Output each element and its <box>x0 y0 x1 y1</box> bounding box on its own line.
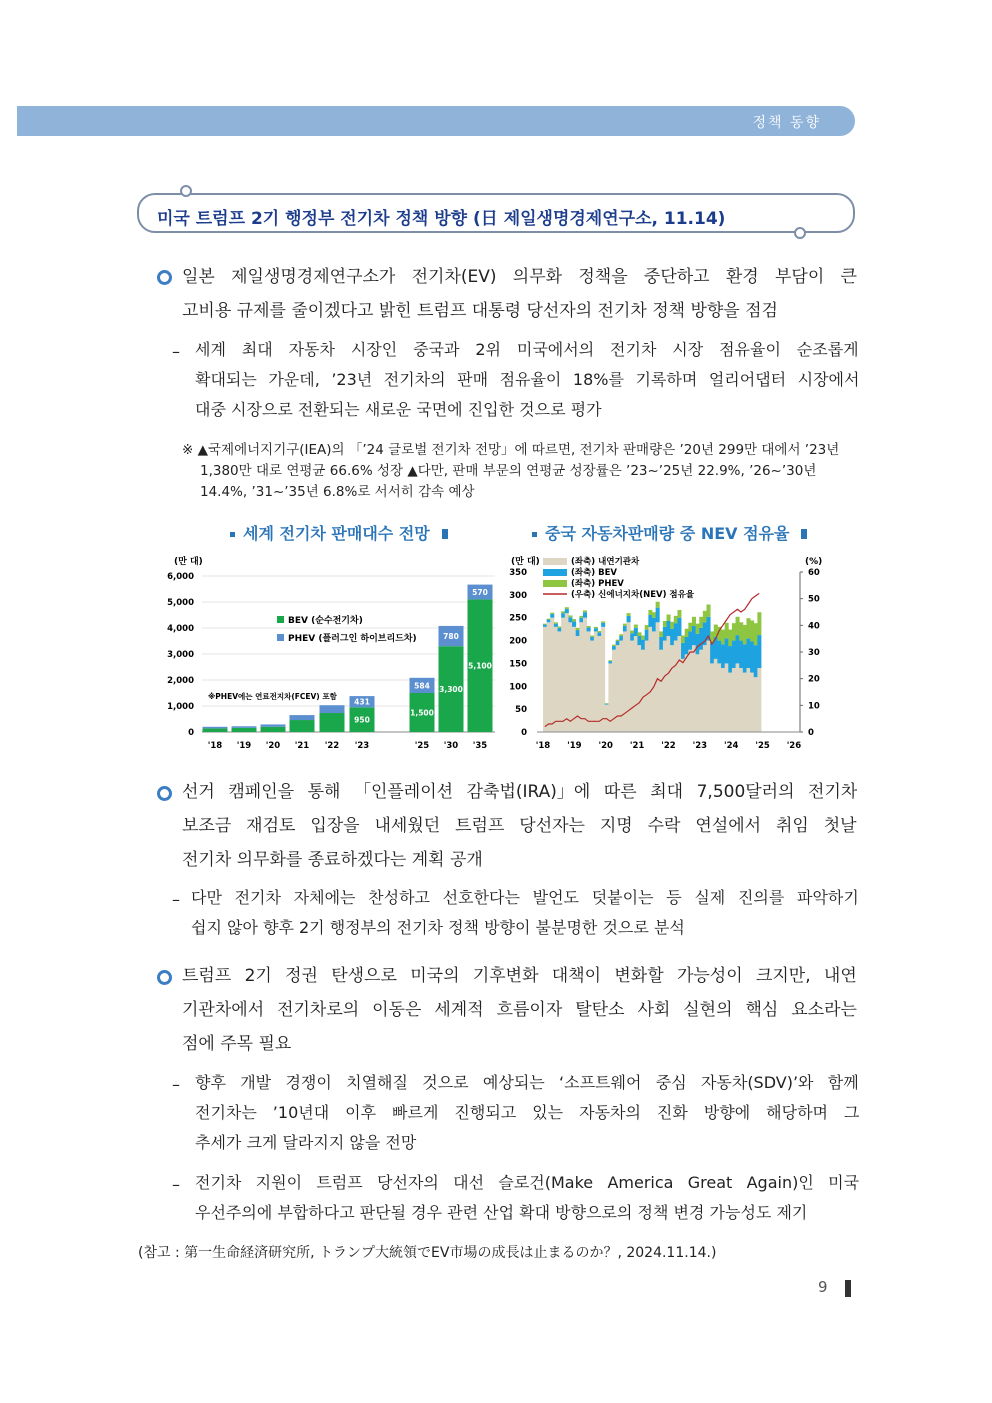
chart2-ytick-left-label: 250 <box>509 613 527 624</box>
section2-main-line: 전기차 의무화를 종료하겠다는 계획 공개 <box>182 850 483 870</box>
chart2-bar-phev <box>757 612 761 635</box>
chart2-title-text: 중국 자동차판매량 중 NEV 점유율 <box>545 524 790 543</box>
chart2-bar-bev <box>641 640 645 650</box>
chart2-bar-phev <box>685 629 689 637</box>
chart2-legend-label: (우축) 신에너지차(NEV) 점유율 <box>571 590 695 600</box>
page-number: 9 <box>818 1278 828 1296</box>
chart1-xtick-label: '19 <box>236 741 252 751</box>
chart2-bar-phev <box>590 636 594 637</box>
section3-main-line: 트럼프 2기 정권 탄생으로 미국의 기후변화 대책이 변화할 가능성이 크지만, 내연 <box>182 966 857 986</box>
chart2-ytick-right-label: 0 <box>808 728 814 738</box>
chart1-xtick-label: '20 <box>265 741 281 751</box>
chart2-legend-label: (좌축) BEV <box>571 568 618 578</box>
chart1-title-end-marker <box>442 529 448 539</box>
chart2-bar-ice <box>754 677 758 732</box>
chart1-ytick-label: 3,000 <box>167 650 194 660</box>
chart2-bar-ice <box>645 641 649 732</box>
chart2-bar-phev <box>743 625 747 644</box>
chart2-bar-phev <box>627 613 631 616</box>
chart2-bar-phev <box>667 615 671 621</box>
chart2-xtick-label: '23 <box>692 741 708 751</box>
chart1-xtick-label: '25 <box>414 741 430 751</box>
section2-bullet <box>157 786 172 801</box>
chart2-bar-phev <box>579 616 583 618</box>
chart2-bar-bev <box>670 629 674 645</box>
chart1-ytick-label: 6,000 <box>167 572 194 582</box>
chart1-ytick-label: 1,000 <box>167 702 194 712</box>
chart2-bar-bev <box>674 623 678 640</box>
chart2-bar-bev <box>554 624 558 627</box>
chart2-ytick-right-label: 10 <box>808 701 820 712</box>
chart2-bar-phev <box>677 610 681 618</box>
chart2-bar-bev <box>732 641 736 668</box>
title-dot-bottom <box>794 227 806 239</box>
chart2-bar-bev <box>721 644 725 668</box>
chart2-bar-bev <box>608 661 612 663</box>
chart2-bar-phev <box>707 604 711 616</box>
chart2-bar-bev <box>659 637 663 650</box>
chart2-bar-phev <box>594 627 598 628</box>
chart2-bar-ice <box>732 668 736 732</box>
chart1-xtick-label: '23 <box>354 741 370 751</box>
chart1-xtick-label: '21 <box>294 741 310 751</box>
chart2-bar-ice <box>714 659 718 732</box>
section1-bullet <box>157 270 172 285</box>
chart2-bar-bev <box>685 637 689 654</box>
chart2-bar-bev <box>576 630 580 636</box>
chart2-bar-bev <box>743 644 747 672</box>
chart2-bar-bev <box>677 618 681 636</box>
chart2-bar-phev <box>576 628 580 630</box>
chart2-bar-phev <box>561 611 565 613</box>
chart2-bar-bev <box>710 643 714 664</box>
note-line: 1,380만 대로 연평균 66.6% 성장 ▲다만, 판매 부문의 연평균 성장률은 ’23~’25년 22.9%, ’26~’30년 <box>200 463 817 479</box>
chart2-bar-phev <box>670 622 674 629</box>
chart2-bar-bev <box>754 645 758 677</box>
chart2-bar-ice <box>743 673 747 732</box>
chart2-bar-ice <box>703 645 707 732</box>
chart2-bar-ice <box>568 622 572 732</box>
chart2-ytick-left-label: 350 <box>509 568 527 578</box>
section2-main-line: 선거 캠페인을 통해 「인플레이션 감축법(IRA)」에 따른 최대 7,500달러의 전기차 <box>182 782 857 802</box>
chart2-title-end-marker <box>801 529 807 539</box>
chart2-bar-phev <box>696 624 700 634</box>
chart2-legend-swatch <box>543 558 567 565</box>
chart2-bar-phev <box>663 621 667 627</box>
chart2-bar-ice <box>696 654 700 732</box>
chart2-bar-ice <box>648 627 652 732</box>
chart2-bar-bev <box>579 618 583 623</box>
chart2-bar-bev <box>568 617 572 622</box>
chart2-bar-ice <box>630 641 634 732</box>
chart2-ytick-right-label: 40 <box>808 621 820 632</box>
chart2-bar-ice <box>590 641 594 732</box>
chart2-xtick-label: '22 <box>661 741 676 751</box>
chart2-bar-ice <box>736 663 740 732</box>
chart2-bar-ice <box>634 636 638 732</box>
chart2-ylabel-left: (만 대) <box>511 557 540 567</box>
chart1-legend-phev-swatch <box>277 634 284 641</box>
chart1-ylabel: (만 대) <box>174 557 203 567</box>
chart2-bar-bev <box>630 633 634 640</box>
chart1-svg <box>160 552 500 757</box>
chart2-ytick-right-label: 20 <box>808 674 820 685</box>
section3-main-line: 점에 주목 필요 <box>182 1034 292 1054</box>
chart1-data-label-phev: 584 <box>414 681 430 691</box>
chart1-xtick-label: '18 <box>207 741 223 751</box>
chart1-bar-phev <box>261 724 286 726</box>
chart1-title <box>222 521 448 544</box>
chart2-bar-ice <box>721 668 725 732</box>
chart2-title <box>524 521 807 544</box>
chart2-bar-phev <box>547 619 551 620</box>
chart2-bar-ice <box>739 668 743 732</box>
note-line: ※ ▲국제에너지기구(IEA)의 「’24 글로벌 전기차 전망」에 따르면, 전기차 판매량은 ’20년 299만 대에서 ’23년 <box>182 442 840 458</box>
chart2-bar-ice <box>746 668 750 732</box>
chart2-bar-bev <box>612 646 616 650</box>
chart1-title-marker <box>230 532 235 537</box>
chart2-bar-bev <box>725 638 729 663</box>
chart2-ytick-left-label: 0 <box>521 728 527 738</box>
chart1-legend-phev: PHEV (플러그인 하이브리드차) <box>288 634 417 644</box>
section3-sub1-dash: – <box>172 1075 180 1094</box>
chart2-bar-ice <box>674 641 678 732</box>
chart1-bar-bev <box>261 727 286 732</box>
chart1-data-label-bev: 950 <box>354 715 370 725</box>
chart2-bar-bev <box>648 615 652 627</box>
chart2-bar-ice <box>637 645 641 732</box>
chart2-bar-phev <box>543 624 547 625</box>
chart2-bar-phev <box>736 617 740 635</box>
chart2-bar-ice <box>587 631 591 732</box>
chart2-bar-bev <box>558 628 562 632</box>
chart2-ytick-left-label: 100 <box>509 682 527 693</box>
chart2-bar-ice <box>710 663 714 732</box>
chart2-bar-ice <box>619 641 623 732</box>
chart2-bar-phev <box>681 636 685 643</box>
chart2-bar-bev <box>736 635 740 663</box>
chart2-bar-ice <box>627 622 631 732</box>
chart2-bar-ice <box>670 645 674 732</box>
chart1-bar-phev <box>290 715 315 720</box>
chart2-bar-ice <box>547 622 551 732</box>
chart2-bar-bev <box>663 627 667 641</box>
chart1-bar-phev <box>232 726 257 728</box>
chart2-bar-bev <box>561 613 565 618</box>
chart2-bar-bev <box>746 638 750 668</box>
chart2-bar-phev <box>583 610 587 612</box>
chart2-bar-bev <box>717 641 721 664</box>
reference: (참고 : 第一生命経済研究所, トランプ大統領でEV市場の成長は止まるのか？, 2024.11.14.) <box>138 1245 717 1261</box>
chart2-bar-phev <box>652 612 656 617</box>
chart2-bar-ice <box>558 631 562 732</box>
chart2-ytick-left-label: 300 <box>509 590 527 601</box>
chart1-legend-bev-swatch <box>277 616 284 623</box>
chart1-data-label-phev: 780 <box>443 632 459 642</box>
section1-sub1 <box>195 335 859 425</box>
chart2-ytick-left-label: 200 <box>509 636 527 647</box>
chart2-bar-ice <box>572 627 576 732</box>
chart2-bar-phev <box>641 636 645 640</box>
section2-sub1-line: 쉽지 않아 향후 2기 행정부의 전기차 정책 방향이 불분명한 것으로 분석 <box>191 918 685 937</box>
section3-bullet <box>157 970 172 985</box>
chart2-bar-ice <box>641 650 645 732</box>
chart2-ytick-left-label: 50 <box>515 705 527 716</box>
chart2-bar-phev <box>565 607 569 609</box>
chart2-bar-phev <box>728 630 732 646</box>
chart2-bar-ice <box>554 627 558 732</box>
chart2-bar-bev <box>627 616 631 622</box>
section1-main-line: 고비용 규제를 줄이겠다고 밝힌 트럼프 대통령 당선자의 전기차 정책 방향을 점검 <box>182 301 778 321</box>
section1-sub1-line: 대중 시장으로 전환되는 새로운 국면에 진입한 것으로 평가 <box>195 400 602 419</box>
chart2-xtick-label: '19 <box>567 741 582 751</box>
chart1-data-label-phev: 431 <box>354 697 370 707</box>
chart2-bar-ice <box>598 636 602 732</box>
chart2-ytick-right-label: 30 <box>808 648 820 658</box>
chart2-bar-phev <box>674 616 678 623</box>
chart1-data-label-bev: 1,500 <box>410 708 434 718</box>
chart2-bar-bev <box>565 609 569 613</box>
chart1-bar-bev <box>290 720 315 732</box>
chart2-bar-bev <box>594 628 598 631</box>
chart2-bar-bev <box>652 618 656 632</box>
chart2-bar-bev <box>692 626 696 645</box>
chart2-bar-ice <box>750 673 754 732</box>
section3-sub2-line: 우선주의에 부합하다고 판단될 경우 관련 산업 확대 방향으로의 정책 변경 가능성도 제기 <box>195 1203 808 1222</box>
chart2-bar-ice <box>594 631 598 732</box>
chart2-bar-phev <box>616 640 620 641</box>
chart2-legend-label: (좌축) PHEV <box>571 579 624 589</box>
chart2-bar-bev <box>739 641 743 668</box>
chart2-ytick-left-label: 150 <box>509 659 527 670</box>
chart2-bar-bev <box>587 627 591 631</box>
chart2-legend-label: (좌축) 내연기관차 <box>571 557 640 567</box>
chart2-xtick-label: '20 <box>598 741 613 751</box>
chart2-ylabel-right: (%) <box>805 557 823 567</box>
header-label: 정책 동향 <box>752 115 821 131</box>
chart2-bar-phev <box>554 622 558 623</box>
chart2-legend-swatch <box>543 580 567 587</box>
chart2-ytick-right-label: 50 <box>808 594 820 605</box>
chart2-bar-phev <box>750 620 754 641</box>
chart2-bar-ice <box>707 641 711 732</box>
chart1-data-label-bev: 3,300 <box>439 685 463 695</box>
chart2-bar-phev <box>550 613 554 614</box>
chart2-bar-bev <box>728 646 732 673</box>
chart1-data-label-bev: 5,100 <box>468 661 492 671</box>
chart1-bar-bev <box>203 728 228 732</box>
chart2-bar-ice <box>717 663 721 732</box>
chart2-bar-ice <box>688 650 692 732</box>
chart2-bar-ice <box>579 622 583 732</box>
chart1-xtick-label: '30 <box>443 741 459 751</box>
chart2-bar-ice <box>677 636 681 732</box>
chart2-bar-bev <box>598 632 602 636</box>
chart2-bar-phev <box>746 618 750 638</box>
chart2-bar-phev <box>623 624 627 626</box>
chart2-bar-ice <box>656 622 660 732</box>
chart2-bar-phev <box>601 621 605 622</box>
chart1-legend-bev: BEV (순수전기차) <box>288 616 363 626</box>
chart2-bar-bev <box>619 636 623 641</box>
section3-sub2 <box>195 1168 859 1228</box>
chart2-bar-bev <box>681 643 685 659</box>
chart2-bar-ice <box>561 618 565 732</box>
section1-main <box>182 260 857 328</box>
chart2-bar-bev <box>543 625 547 627</box>
chart1-xtick-label: '35 <box>472 741 488 751</box>
chart2-bar-phev <box>558 626 562 627</box>
chart2-bar-ice <box>565 613 569 732</box>
chart2-svg <box>505 552 840 757</box>
chart2-bar-phev <box>721 630 725 645</box>
chart2-bar-ice <box>659 650 663 732</box>
chart2-bar-bev <box>634 628 638 636</box>
chart1-title-text: 세계 전기차 판매대수 전망 <box>243 524 430 543</box>
chart2-bar-phev <box>572 619 576 621</box>
chart2-bar-bev <box>550 614 554 618</box>
chart2-bar-bev <box>656 608 660 623</box>
chart1-annotation: ※PHEV에는 연료전지차(FCEV) 포함 <box>208 692 337 701</box>
chart2-bar-ice <box>543 627 547 732</box>
chart2-bar-phev <box>732 623 736 640</box>
chart2-bar-bev <box>667 621 671 636</box>
chart2-bar-bev <box>616 641 620 645</box>
chart2-bar-ice <box>616 645 620 732</box>
chart2-xtick-label: '24 <box>723 741 739 751</box>
chart2-xtick-label: '25 <box>755 741 770 751</box>
section1-sub1-dash: – <box>172 342 180 361</box>
section3-sub1-line: 향후 개발 경쟁이 치열해질 것으로 예상되는 ‘소프트웨어 중심 자동차(SDV)’와 함께 <box>195 1073 859 1092</box>
chart2-bar-phev <box>612 645 616 646</box>
chart2-legend-swatch <box>543 569 567 576</box>
chart2-bar-ice <box>601 627 605 732</box>
chart2-ytick-right-label: 60 <box>808 568 820 578</box>
chart2-xtick-label: '26 <box>786 741 802 751</box>
chart2-bar-bev <box>699 628 703 650</box>
chart2-bar-phev <box>725 623 729 639</box>
chart2-bar-phev <box>598 631 602 632</box>
chart2-bar-ice <box>725 663 729 732</box>
chart2-bar-ice <box>583 618 587 732</box>
section2-main-line: 보조금 재검토 입장을 내세웠던 트럼프 당선자는 지명 수락 연설에서 취임 첫날 <box>182 816 857 836</box>
chart2-bar-phev <box>656 602 660 608</box>
section1-note <box>182 440 839 503</box>
section1-sub1-line: 세계 최대 자동차 시장인 중국과 2위 미국에서의 전기차 시장 점유율이 순조롭게 <box>195 340 859 359</box>
section3-sub1 <box>195 1068 859 1158</box>
chart2-bar-phev <box>648 610 652 615</box>
chart1-bar-bev <box>320 713 345 732</box>
chart2-bar-ice <box>692 645 696 732</box>
section3-sub2-dash: – <box>172 1175 180 1194</box>
title-box <box>137 193 855 233</box>
chart2-bar-bev <box>590 637 594 641</box>
chart2-bar-phev <box>754 623 758 645</box>
section1-main-line: 일본 제일생명경제연구소가 전기차(EV) 의무화 정책을 중단하고 환경 부담이 큰 <box>182 267 857 287</box>
chart2-bar-phev <box>637 632 641 636</box>
page-number-bar <box>845 1280 851 1297</box>
chart1-data-label-phev: 570 <box>472 587 488 597</box>
chart1-bar-phev <box>320 705 345 713</box>
chart2-bar-phev <box>568 615 572 617</box>
chart2-bar-bev <box>757 635 761 668</box>
chart2-bar-ice <box>550 618 554 732</box>
section2-sub1 <box>191 883 859 943</box>
section2-sub1-line: 다만 전기차 자체에는 찬성하고 선호한다는 발언도 덧붙이는 등 실제 진의를 파악하기 <box>191 888 859 907</box>
chart2-bar-bev <box>645 630 649 641</box>
chart1-xtick-label: '22 <box>324 741 340 751</box>
chart2-bar-ice <box>728 673 732 732</box>
chart2-xtick-label: '21 <box>629 741 645 751</box>
section3-main <box>182 959 857 1061</box>
header-bar <box>17 106 855 136</box>
chart2-bar-ice <box>699 650 703 732</box>
chart2-bar-ice <box>681 659 685 732</box>
section2-main <box>182 775 857 877</box>
chart2-bar-phev <box>739 622 743 640</box>
chart2-bar-bev <box>601 623 605 627</box>
section3-sub1-line: 전기차는 ’10년대 이후 빠르게 진행되고 있는 자동차의 진화 방향에 해당하며 그 <box>195 1103 859 1122</box>
chart2-bar-bev <box>688 631 692 649</box>
chart2-bar-ice <box>757 668 761 732</box>
chart2-bar-ice <box>685 654 689 732</box>
chart1-bar-phev <box>203 727 228 729</box>
chart2-bar-phev <box>587 626 591 627</box>
section2-sub1-dash: – <box>172 890 180 909</box>
section3-main-line: 기관차에서 전기차로의 이동은 세계적 흐름이자 탈탄소 사회 실현의 핵심 요소라는 <box>182 1000 857 1020</box>
chart2-bar-bev <box>583 612 587 617</box>
chart2-bar-phev <box>688 623 692 632</box>
section3-sub1-line: 추세가 크게 달라지지 않을 전망 <box>195 1133 417 1152</box>
chart2-bar-ice <box>623 631 627 732</box>
chart2-xtick-label: '18 <box>535 741 551 751</box>
chart2-bar-bev <box>623 626 627 631</box>
chart2-bar-bev <box>547 620 551 623</box>
chart2-bar-bev <box>696 634 700 655</box>
chart2-bar-bev <box>572 621 576 626</box>
chart2-bar-phev <box>608 660 612 661</box>
chart2-bar-phev <box>619 634 623 636</box>
chart1-ytick-label: 4,000 <box>167 624 194 634</box>
page-title: 미국 트럼프 2기 행정부 전기차 정책 방향 (日 제일생명경제연구소, 11.14) <box>157 209 726 229</box>
chart2-bar-phev <box>692 617 696 626</box>
chart2-bar-ice <box>667 636 671 732</box>
chart1-ytick-label: 0 <box>188 728 194 738</box>
chart2-bar-phev <box>634 625 638 628</box>
chart1-ytick-label: 5,000 <box>167 598 194 608</box>
chart2-bar-phev <box>659 631 663 636</box>
note-line: 14.4%, ’31~’35년 6.8%로 서서히 감속 예상 <box>200 484 475 500</box>
chart2-bar-phev <box>699 617 703 628</box>
chart2-bar-phev <box>630 631 634 634</box>
chart2-bar-bev <box>637 636 641 645</box>
title-dot-top <box>180 185 192 197</box>
section1-sub1-line: 확대되는 가운데, ’23년 전기차의 판매 점유율이 18%를 기록하며 얼리어댑터 시장에서 <box>195 370 859 389</box>
section3-sub2-line: 전기차 지원이 트럼프 당선자의 대선 슬로건(Make America Great Again)인 미국 <box>195 1173 859 1192</box>
chart2-bar-ice <box>663 641 667 732</box>
chart2-bar-phev <box>703 611 707 622</box>
chart2-title-marker <box>532 532 537 537</box>
chart1-ytick-label: 2,000 <box>167 676 194 686</box>
chart2-bar-bev <box>605 704 609 705</box>
chart1-bar-bev <box>232 728 257 732</box>
chart2-bar-phev <box>645 625 649 630</box>
chart2-bar-bev <box>750 641 754 672</box>
